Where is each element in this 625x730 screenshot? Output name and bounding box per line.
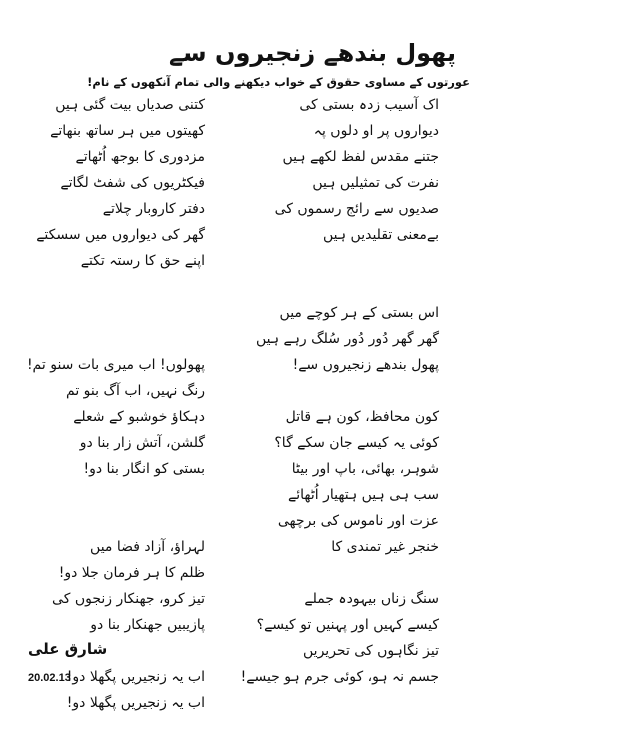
verse-line: صدیوں سے رائج رسموں کی — [274, 201, 439, 217]
verse-line: بےمعنی تقلیدیں ہیں — [323, 227, 439, 243]
verse-line: دہکاؤ خوشبو کے شعلے — [73, 409, 205, 425]
verse-line: دیواروں پر او دلوں پہ — [313, 123, 439, 139]
verse-line: شوہر، بھائی، باپ اور بیٹا — [291, 461, 439, 477]
verse-line: اک آسیب زدہ بستی کی — [299, 97, 439, 113]
stanza-gap — [15, 508, 205, 534]
verse-line: گھر کی دیواروں میں سسکتے — [36, 227, 205, 243]
verse-line: خنجر غیر تمندی کا — [331, 539, 439, 555]
verse-line: ظلم کا ہر فرمان جلا دو! — [58, 565, 205, 581]
verse-line: اس بستی کے ہر کوچے میں — [279, 305, 439, 321]
verse-line: کون محافظ، کون ہے قاتل — [285, 409, 439, 425]
verse-line: دفتر کاروبار چلاتے — [102, 201, 205, 217]
verse-line: کیسے کہیں اور پہنیں تو کیسے؟ — [256, 617, 439, 633]
verse-line: اپنے حق کا رستہ تکتے — [80, 253, 205, 269]
verse-line: اب یہ زنجیریں پگھلا دو! — [66, 669, 205, 685]
stanza-gap — [15, 300, 205, 326]
verse-line: پھولوں! اب میری بات سنو تم! — [26, 357, 205, 373]
verse-line: عزت اور ناموس کی برچھی — [277, 513, 439, 529]
poem-left-column — [15, 92, 205, 716]
poem-right-column — [239, 92, 439, 690]
verse-line: لہراؤ، آزاد فضا میں — [90, 539, 205, 555]
stanza-gap — [239, 560, 439, 586]
stanza-gap — [15, 326, 205, 352]
poem-title: پھول بندھے زنجیروں سے — [168, 39, 457, 67]
verse-line: گھر گھر دُور دُور سُلگ رہے ہیں — [255, 331, 439, 347]
verse-line: پازیبیں جھنکار بنا دو — [90, 617, 205, 633]
verse-line: تیز نگاہوں کی تحریریں — [303, 643, 439, 659]
verse-line: تیز کرو، جھنکار زنجوں کی — [52, 591, 205, 607]
verse-line: رنگ نہیں، اب آگ بنو تم — [66, 383, 205, 399]
verse-line: کوئی یہ کیسے جان سکے گا؟ — [274, 435, 439, 451]
verse-line: مزدوری کا بوجھ اُٹھاتے — [75, 149, 205, 165]
author-signature: شارق علی — [28, 640, 108, 658]
stanza-gap — [239, 378, 439, 404]
stanza-gap — [239, 274, 439, 300]
verse-line: جسم نہ ہو، کوئی جرم ہو جیسے! — [240, 669, 439, 685]
poem-date: 20.02.13 — [28, 672, 71, 684]
verse-line: سب ہی ہیں ہتھیار اُٹھائے — [288, 487, 439, 503]
verse-line: فیکٹریوں کی شفٹ لگاتے — [60, 175, 205, 191]
verse-line: جتنے مقدس لفظ لکھے ہیں — [282, 149, 439, 165]
verse-line: کھیتوں میں ہر ساتھ بنھاتے — [50, 123, 205, 139]
poem-dedication: عورتوں کے مساوی حقوق کے خواب دیکھنے والی تمام آنکھوں کے نام! — [87, 75, 470, 89]
verse-line: کتنی صدیاں بیت گئی ہیں — [55, 97, 205, 113]
stanza-gap — [15, 482, 205, 508]
stanza-gap — [15, 274, 205, 300]
stanza-gap — [239, 248, 439, 274]
verse-line: نفرت کی تمثیلیں ہیں — [312, 175, 439, 191]
verse-line: بستی کو انگار بنا دو! — [83, 461, 205, 477]
verse-line: اب یہ زنجیریں پگھلا دو! — [66, 695, 205, 711]
verse-line: گلشن، آتش زار بنا دو — [79, 435, 205, 451]
verse-line: سنگ زناں بیہودہ جملے — [304, 591, 439, 607]
verse-line: پھول بندھے زنجیروں سے! — [292, 357, 439, 373]
